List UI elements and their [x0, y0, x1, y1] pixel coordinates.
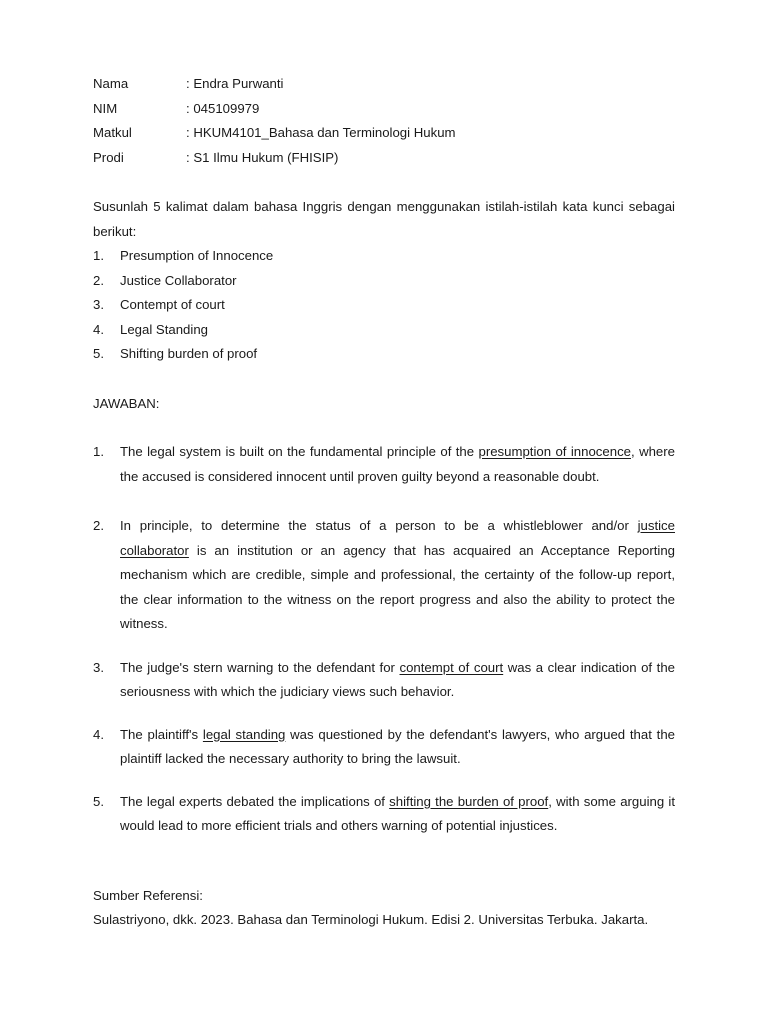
answer-text [120, 440, 675, 489]
keyword-text: Justice Collaborator [120, 272, 237, 288]
keyword-text: Presumption of Innocence [120, 248, 274, 263]
item-number: 4. [93, 726, 104, 742]
instruction-text: Susunlah 5 kalimat dalam bahasa Inggris dengan menggunakan istilah-istilah kata kunci sebagai berikut: [93, 199, 675, 239]
item-number: 3. [93, 659, 104, 675]
answer-text-after: was a clear indication of the seriousness with which the judiciary views such behavior. [120, 659, 675, 699]
answer-text-before: The legal experts debated the implications of [120, 793, 390, 809]
reference-text: Sulastriyono, dkk. 2023. Bahasa dan Terminologi Hukum. Edisi 2. Universitas Terbuka. Jakarta. [93, 912, 649, 927]
key-term: contempt of court [399, 659, 504, 675]
key-term: justice collaborator [120, 518, 675, 558]
key-term: shifting the burden of proof [389, 793, 549, 809]
keyword-text: Shifting burden of proof [120, 346, 258, 361]
answer-text [120, 790, 675, 839]
document-content [93, 72, 675, 933]
item-number: 1. [93, 444, 104, 459]
list-item [93, 342, 675, 367]
item-number: 2. [93, 518, 104, 533]
list-item [93, 244, 675, 269]
info-label: NIM [93, 100, 118, 116]
answer-item [93, 440, 675, 489]
list-item [93, 293, 675, 318]
info-value: : HKUM4101_Bahasa dan Terminologi Hukum [186, 125, 456, 140]
info-value: : S1 Ilmu Hukum (FHISIP) [186, 149, 339, 165]
keyword-text: Legal Standing [120, 321, 208, 337]
answer-text [120, 514, 675, 637]
answer-item [93, 656, 675, 705]
item-number: 1. [93, 248, 104, 263]
info-value: : Endra Purwanti [186, 76, 284, 91]
answer-text-before: The judge's stern warning to the defendant for [120, 659, 400, 675]
answer-text-after: , with some arguing it would lead to more efficient trials and others warning of potential injustices. [120, 793, 676, 833]
answer-text-before: In principle, to determine the status of a person to be a whistleblower and/or [120, 518, 638, 533]
item-number: 4. [93, 321, 104, 337]
keyword-list [93, 244, 675, 367]
info-row-prodi [93, 146, 675, 171]
answer-text [120, 723, 675, 772]
answer-text-before: The legal system is built on the fundamental principle of the [120, 444, 479, 459]
answer-list [93, 440, 675, 839]
key-term: legal standing [202, 726, 286, 742]
answer-text [120, 656, 675, 705]
list-item [93, 318, 675, 343]
answer-text-after: , where the accused is considered innocent until proven guilty beyond a reasonable doubt. [120, 444, 675, 484]
info-value: : 045109979 [186, 100, 260, 116]
reference-heading: Sumber Referensi: [93, 887, 203, 903]
list-item [93, 269, 675, 294]
info-label: Prodi [93, 149, 124, 165]
item-number: 5. [93, 346, 104, 361]
info-label: Matkul [93, 125, 132, 140]
info-row-nama [93, 72, 675, 97]
answer-item [93, 790, 675, 839]
info-row-nim [93, 97, 675, 122]
answer-item [93, 723, 675, 772]
info-label: Nama [93, 76, 129, 91]
item-number: 3. [93, 297, 104, 312]
answer-text-after: is an institution or an agency that has acquaired an Acceptance Reporting mechanism which are credible, simple and professional, the certainty of the follow-up report, the clear information to the witness on the report progress and also the ability to protect the witness. [120, 542, 675, 631]
keyword-text: Contempt of court [120, 297, 225, 312]
student-info [93, 72, 675, 170]
answer-text-after: was questioned by the defendant's lawyers, who argued that the plaintiff lacked the necessary authority to bring the lawsuit. [120, 726, 675, 766]
key-term: presumption of innocence [478, 444, 631, 459]
answer-text-before: The plaintiff's [120, 726, 203, 742]
answer-heading: JAWABAN: [93, 395, 160, 411]
answer-item [93, 514, 675, 637]
item-number: 5. [93, 793, 104, 809]
info-row-matkul [93, 121, 675, 146]
item-number: 2. [93, 272, 104, 288]
